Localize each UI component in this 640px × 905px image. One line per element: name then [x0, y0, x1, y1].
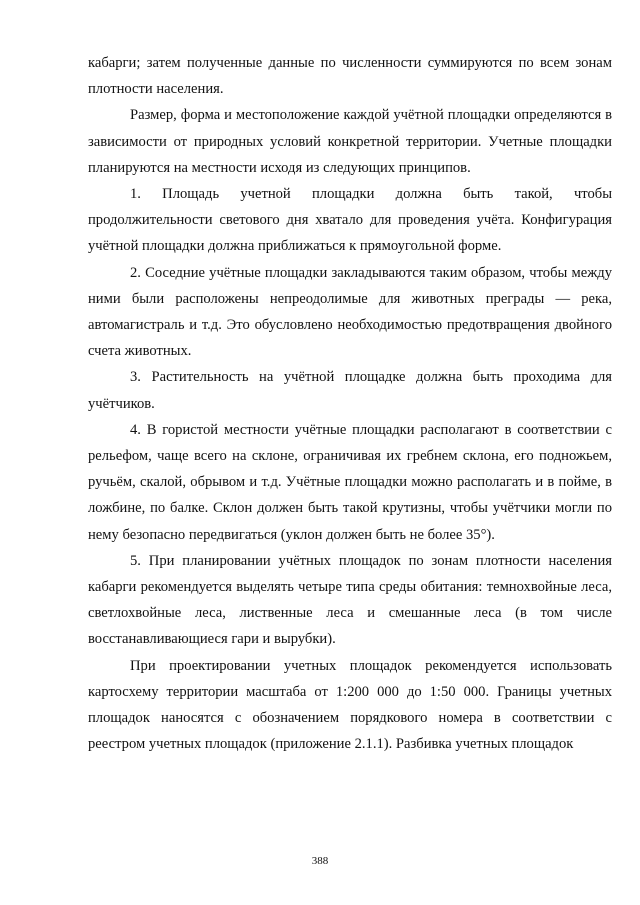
document-page	[88, 50, 612, 757]
paragraph-principle-3: 3. Растительность на учётной площадке должна быть проходима для учётчиков.	[88, 369, 612, 412]
paragraph-design: При проектировании учетных площадок рекомендуется использовать картосхему территории масштаба от 1:200 000 до 1:50 000. Границы учетных площадок наносятся с обозначением порядкового номера в соответствии с реестром учетных площадок (приложение 2.1.1). Разбивка учетных площадок	[88, 657, 612, 753]
page-number: 388	[311, 855, 329, 867]
paragraph-principle-4: 4. В гористой местности учётные площадки располагают в соответствии с рельефом, чаще всего на склоне, ограничивая их гребнем склона, его подножьем, ручьём, скалой, обрывом и т.д. Учётные площадки можно располагать и в пойме, в ложбине, по балке. Склон должен быть такой крутизны, чтобы учётчики могли по нему безопасно передвигаться (уклон должен быть не более 35°).	[88, 421, 612, 543]
paragraph-continuation: кабарги; затем полученные данные по численности суммируются по всем зонам плотности населения.	[88, 55, 612, 98]
paragraph-principle-1: 1. Площадь учетной площадки должна быть такой, чтобы продолжительности светового дня хватало для проведения учёта. Конфигурация учётной площадки должна приближаться к прямоугольной форме.	[88, 186, 612, 255]
paragraph-principle-5: 5. При планировании учётных площадок по зонам плотности населения кабарги рекомендуется выделять четыре типа среды обитания: темнохвойные леса, светлохвойные леса, лиственные леса и смешанные леса (в том числе восстанавливающиеся гари и вырубки).	[88, 552, 612, 648]
paragraph-principle-2: 2. Соседние учётные площадки закладываются таким образом, чтобы между ними были расположены непреодолимые для животных преграды — река, автомагистраль и т.д. Это обусловлено необходимостью предотвращения двойного счета животных.	[88, 264, 612, 360]
paragraph-plot-size: Размер, форма и местоположение каждой учётной площадки определяются в зависимости от природных условий конкретной территории. Учетные площадки планируются на местности исходя из следующих принципов.	[88, 107, 612, 176]
